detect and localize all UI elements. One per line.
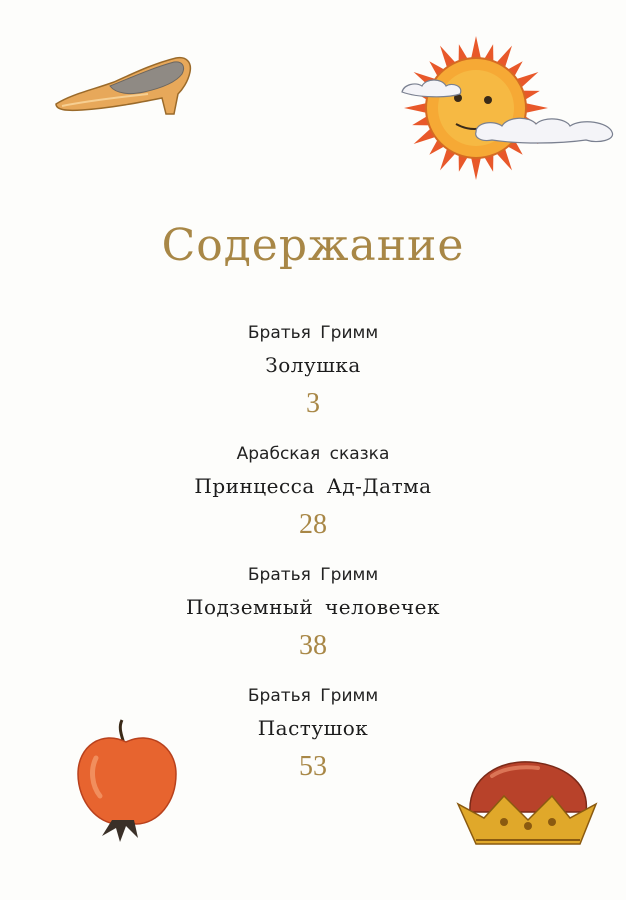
toc-author: Арабская сказка bbox=[236, 444, 390, 464]
toc-author: Братья Гримм bbox=[247, 565, 379, 585]
toc-entry[interactable] bbox=[0, 681, 626, 802]
toc-entry[interactable] bbox=[0, 318, 626, 439]
toc-page-number: 28 bbox=[299, 509, 327, 540]
toc-author: Братья Гримм bbox=[247, 686, 379, 706]
toc-page-number: 3 bbox=[306, 388, 320, 419]
sun-with-clouds-icon bbox=[398, 36, 620, 186]
page-title: Содержание bbox=[161, 220, 465, 271]
toc-story-title: Золушка bbox=[265, 353, 361, 377]
toc-entry[interactable] bbox=[0, 439, 626, 560]
table-of-contents bbox=[0, 318, 626, 802]
toc-page-number: 53 bbox=[299, 751, 327, 782]
toc-story-title: Подземный человечек bbox=[186, 595, 440, 619]
toc-story-title: Принцесса Ад-Датма bbox=[194, 474, 432, 498]
toc-entry[interactable] bbox=[0, 560, 626, 681]
toc-page-number: 38 bbox=[299, 630, 327, 661]
toc-author: Братья Гримм bbox=[247, 323, 379, 343]
toc-story-title: Пастушок bbox=[257, 716, 369, 740]
glass-slipper-icon bbox=[52, 52, 197, 124]
